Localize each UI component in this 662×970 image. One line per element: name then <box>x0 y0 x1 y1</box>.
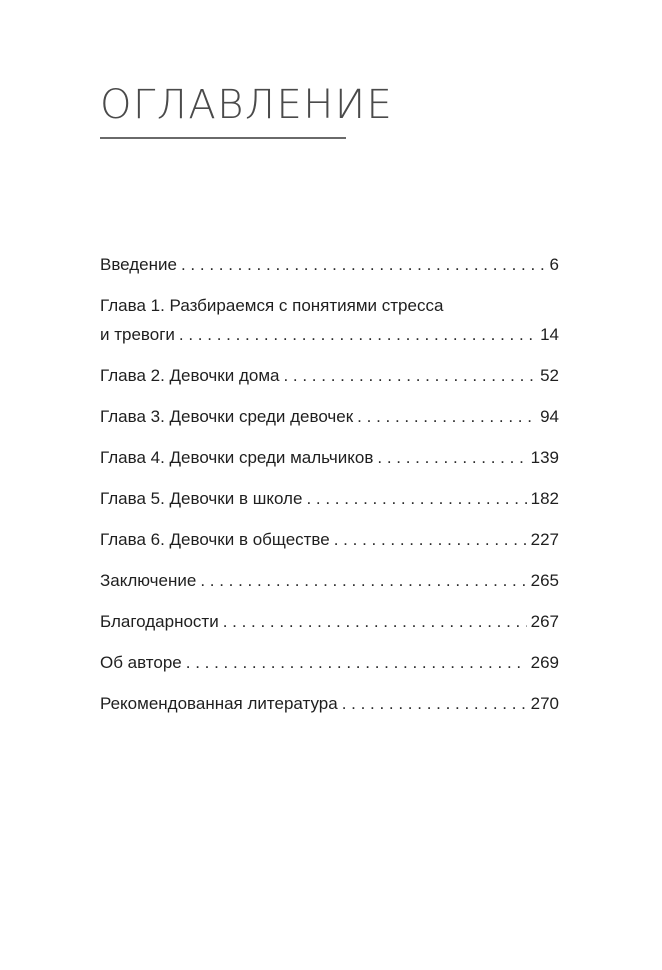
toc-entry-about-author <box>100 648 559 677</box>
toc-entry-chapter-3 <box>100 402 559 431</box>
toc-entry-label: Глава 2. Девочки дома <box>100 366 280 385</box>
toc-entry-chapter-5 <box>100 484 559 513</box>
dot-leader <box>200 566 526 595</box>
toc-page-number: 182 <box>530 489 559 508</box>
title-underline <box>100 137 346 139</box>
toc-page-number: 14 <box>540 325 559 344</box>
toc-entry-label: Глава 3. Девочки среди девочек <box>100 407 354 426</box>
toc-entry-chapter-6 <box>100 525 559 554</box>
toc-entry-label: Об авторе <box>100 653 182 672</box>
toc-page-number: 270 <box>530 694 559 713</box>
toc-entry-conclusion <box>100 566 559 595</box>
toc-entry-acknowledgements <box>100 607 559 636</box>
toc-page-number: 139 <box>530 448 559 467</box>
toc-entry-chapter-2 <box>100 361 559 390</box>
toc-entry-chapter-1 <box>100 291 559 349</box>
dot-leader <box>283 361 536 390</box>
toc-entry-label: Глава 5. Девочки в школе <box>100 489 303 508</box>
dot-leader <box>334 525 527 554</box>
toc-page-number: 269 <box>530 653 559 672</box>
page-title: ОГЛАВЛЕНИЕ <box>100 82 394 128</box>
dot-leader <box>179 320 536 349</box>
toc-entry-label: Благодарности <box>100 612 219 631</box>
toc-entry-chapter-4 <box>100 443 559 472</box>
toc-page-number: 52 <box>540 366 559 385</box>
dot-leader <box>377 443 526 472</box>
dot-leader <box>306 484 526 513</box>
dot-leader <box>186 648 527 677</box>
toc-entry-label: Глава 4. Девочки среди мальчиков <box>100 448 374 467</box>
toc-page-number: 6 <box>549 255 559 274</box>
toc-entry-label: Рекомендованная литература <box>100 694 338 713</box>
toc-entry-label: Заключение <box>100 571 197 590</box>
toc-entry-label-line2: и тревоги <box>100 325 175 344</box>
toc-entry-recommended-reading <box>100 689 559 718</box>
dot-leader <box>357 402 536 431</box>
dot-leader <box>223 607 527 636</box>
toc-entry-label: Глава 6. Девочки в обществе <box>100 530 330 549</box>
toc-page-number: 94 <box>540 407 559 426</box>
toc-page-number: 267 <box>530 612 559 631</box>
toc-page-number: 265 <box>530 571 559 590</box>
dot-leader <box>342 689 527 718</box>
toc-entry-label: Введение <box>100 255 177 274</box>
toc-entry-introduction <box>100 250 559 279</box>
dot-leader <box>181 250 546 279</box>
table-of-contents <box>100 250 559 718</box>
toc-entry-label-line1: Глава 1. Разбираемся с понятиями стресса <box>100 296 444 315</box>
toc-page-number: 227 <box>530 530 559 549</box>
